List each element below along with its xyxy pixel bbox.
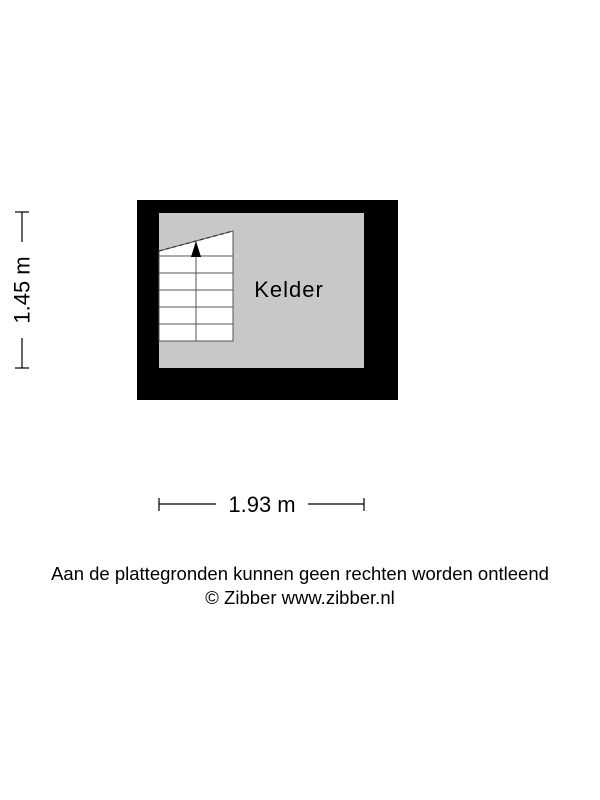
room-name: Kelder <box>254 277 324 302</box>
width-dimension <box>159 492 364 517</box>
width-dimension-label: 1.93 m <box>228 492 296 517</box>
height-dimension <box>10 212 35 368</box>
height-dimension-label: 1.45 m <box>9 256 35 324</box>
staircase <box>159 231 233 341</box>
disclaimer-text: Aan de plattegronden kunnen geen rechten worden ontleend <box>51 563 549 584</box>
copyright-text: © Zibber www.zibber.nl <box>205 587 395 608</box>
